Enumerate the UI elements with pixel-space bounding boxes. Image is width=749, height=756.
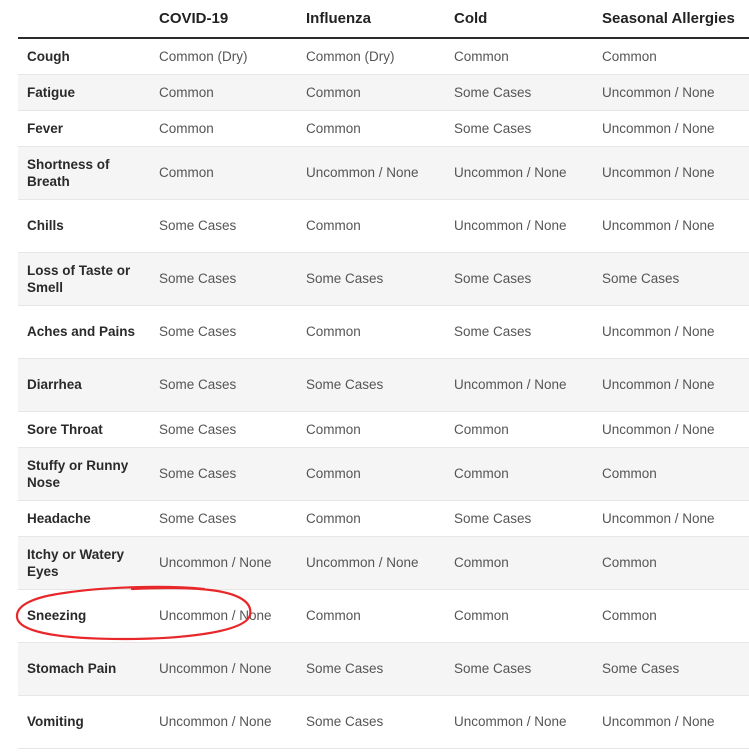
- covid-cell: Some Cases: [150, 199, 297, 252]
- cold-cell: Some Cases: [445, 642, 593, 695]
- influenza-cell: Some Cases: [297, 642, 445, 695]
- covid-cell: Common: [150, 146, 297, 199]
- symptom-cell: Aches and Pains: [18, 305, 150, 358]
- symptom-cell: Stuffy or Runny Nose: [18, 447, 150, 500]
- column-header-covid: COVID-19: [150, 0, 297, 38]
- allergies-cell: Some Cases: [593, 252, 749, 305]
- table-row: [18, 589, 749, 642]
- covid-cell: Some Cases: [150, 411, 297, 447]
- influenza-cell: Common: [297, 447, 445, 500]
- covid-cell: Common: [150, 110, 297, 146]
- influenza-cell: Some Cases: [297, 358, 445, 411]
- column-header-allergies: Seasonal Allergies: [593, 0, 749, 38]
- table-row: [18, 305, 749, 358]
- covid-cell: Some Cases: [150, 358, 297, 411]
- allergies-cell: Uncommon / None: [593, 358, 749, 411]
- covid-cell: Common: [150, 74, 297, 110]
- table-row: [18, 500, 749, 536]
- symptom-cell: Sore Throat: [18, 411, 150, 447]
- allergies-cell: Uncommon / None: [593, 146, 749, 199]
- allergies-cell: Uncommon / None: [593, 695, 749, 748]
- symptom-cell: Stomach Pain: [18, 642, 150, 695]
- allergies-cell: Uncommon / None: [593, 110, 749, 146]
- symptom-cell: Sneezing: [18, 589, 150, 642]
- table-row: [18, 695, 749, 748]
- cold-cell: Common: [445, 589, 593, 642]
- cold-cell: Some Cases: [445, 500, 593, 536]
- covid-cell: Some Cases: [150, 447, 297, 500]
- influenza-cell: Common: [297, 110, 445, 146]
- cold-cell: Common: [445, 411, 593, 447]
- allergies-cell: Common: [593, 447, 749, 500]
- allergies-cell: Common: [593, 589, 749, 642]
- cold-cell: Some Cases: [445, 305, 593, 358]
- influenza-cell: Some Cases: [297, 252, 445, 305]
- cold-cell: Some Cases: [445, 74, 593, 110]
- allergies-cell: Uncommon / None: [593, 199, 749, 252]
- table-row: [18, 411, 749, 447]
- symptom-cell: Shortness of Breath: [18, 146, 150, 199]
- influenza-cell: Some Cases: [297, 695, 445, 748]
- allergies-cell: Uncommon / None: [593, 411, 749, 447]
- cold-cell: Common: [445, 447, 593, 500]
- symptom-cell: Itchy or Watery Eyes: [18, 536, 150, 589]
- allergies-cell: Common: [593, 38, 749, 74]
- covid-cell: Common (Dry): [150, 38, 297, 74]
- table-row: [18, 447, 749, 500]
- table-row: [18, 199, 749, 252]
- cold-cell: Some Cases: [445, 252, 593, 305]
- table-row: [18, 38, 749, 74]
- symptom-cell: Cough: [18, 38, 150, 74]
- influenza-cell: Common: [297, 411, 445, 447]
- influenza-cell: Common: [297, 74, 445, 110]
- allergies-cell: Uncommon / None: [593, 74, 749, 110]
- influenza-cell: Common: [297, 199, 445, 252]
- table-row: [18, 536, 749, 589]
- allergies-cell: Uncommon / None: [593, 500, 749, 536]
- cold-cell: Some Cases: [445, 110, 593, 146]
- symptom-cell: Fatigue: [18, 74, 150, 110]
- covid-cell: Some Cases: [150, 500, 297, 536]
- covid-cell: Uncommon / None: [150, 589, 297, 642]
- symptom-comparison-table: [18, 0, 749, 749]
- influenza-cell: Common: [297, 500, 445, 536]
- table-row: [18, 110, 749, 146]
- cold-cell: Common: [445, 38, 593, 74]
- covid-cell: Some Cases: [150, 305, 297, 358]
- cold-cell: Common: [445, 536, 593, 589]
- influenza-cell: Common: [297, 305, 445, 358]
- cold-cell: Uncommon / None: [445, 695, 593, 748]
- cold-cell: Uncommon / None: [445, 199, 593, 252]
- table-header-row: [18, 0, 749, 38]
- table-row: [18, 642, 749, 695]
- covid-cell: Uncommon / None: [150, 642, 297, 695]
- influenza-cell: Uncommon / None: [297, 146, 445, 199]
- symptom-cell: Diarrhea: [18, 358, 150, 411]
- column-header-cold: Cold: [445, 0, 593, 38]
- allergies-cell: Some Cases: [593, 642, 749, 695]
- symptom-cell: Vomiting: [18, 695, 150, 748]
- table-row: [18, 146, 749, 199]
- table-row: [18, 74, 749, 110]
- symptom-cell: Loss of Taste or Smell: [18, 252, 150, 305]
- allergies-cell: Common: [593, 536, 749, 589]
- covid-cell: Some Cases: [150, 252, 297, 305]
- allergies-cell: Uncommon / None: [593, 305, 749, 358]
- table-row: [18, 358, 749, 411]
- influenza-cell: Uncommon / None: [297, 536, 445, 589]
- covid-cell: Uncommon / None: [150, 536, 297, 589]
- symptom-cell: Fever: [18, 110, 150, 146]
- table-row: [18, 252, 749, 305]
- influenza-cell: Common: [297, 589, 445, 642]
- cold-cell: Uncommon / None: [445, 146, 593, 199]
- influenza-cell: Common (Dry): [297, 38, 445, 74]
- symptom-cell: Headache: [18, 500, 150, 536]
- symptom-cell: Chills: [18, 199, 150, 252]
- cold-cell: Uncommon / None: [445, 358, 593, 411]
- covid-cell: Uncommon / None: [150, 695, 297, 748]
- column-header-symptom: [18, 0, 150, 38]
- column-header-influenza: Influenza: [297, 0, 445, 38]
